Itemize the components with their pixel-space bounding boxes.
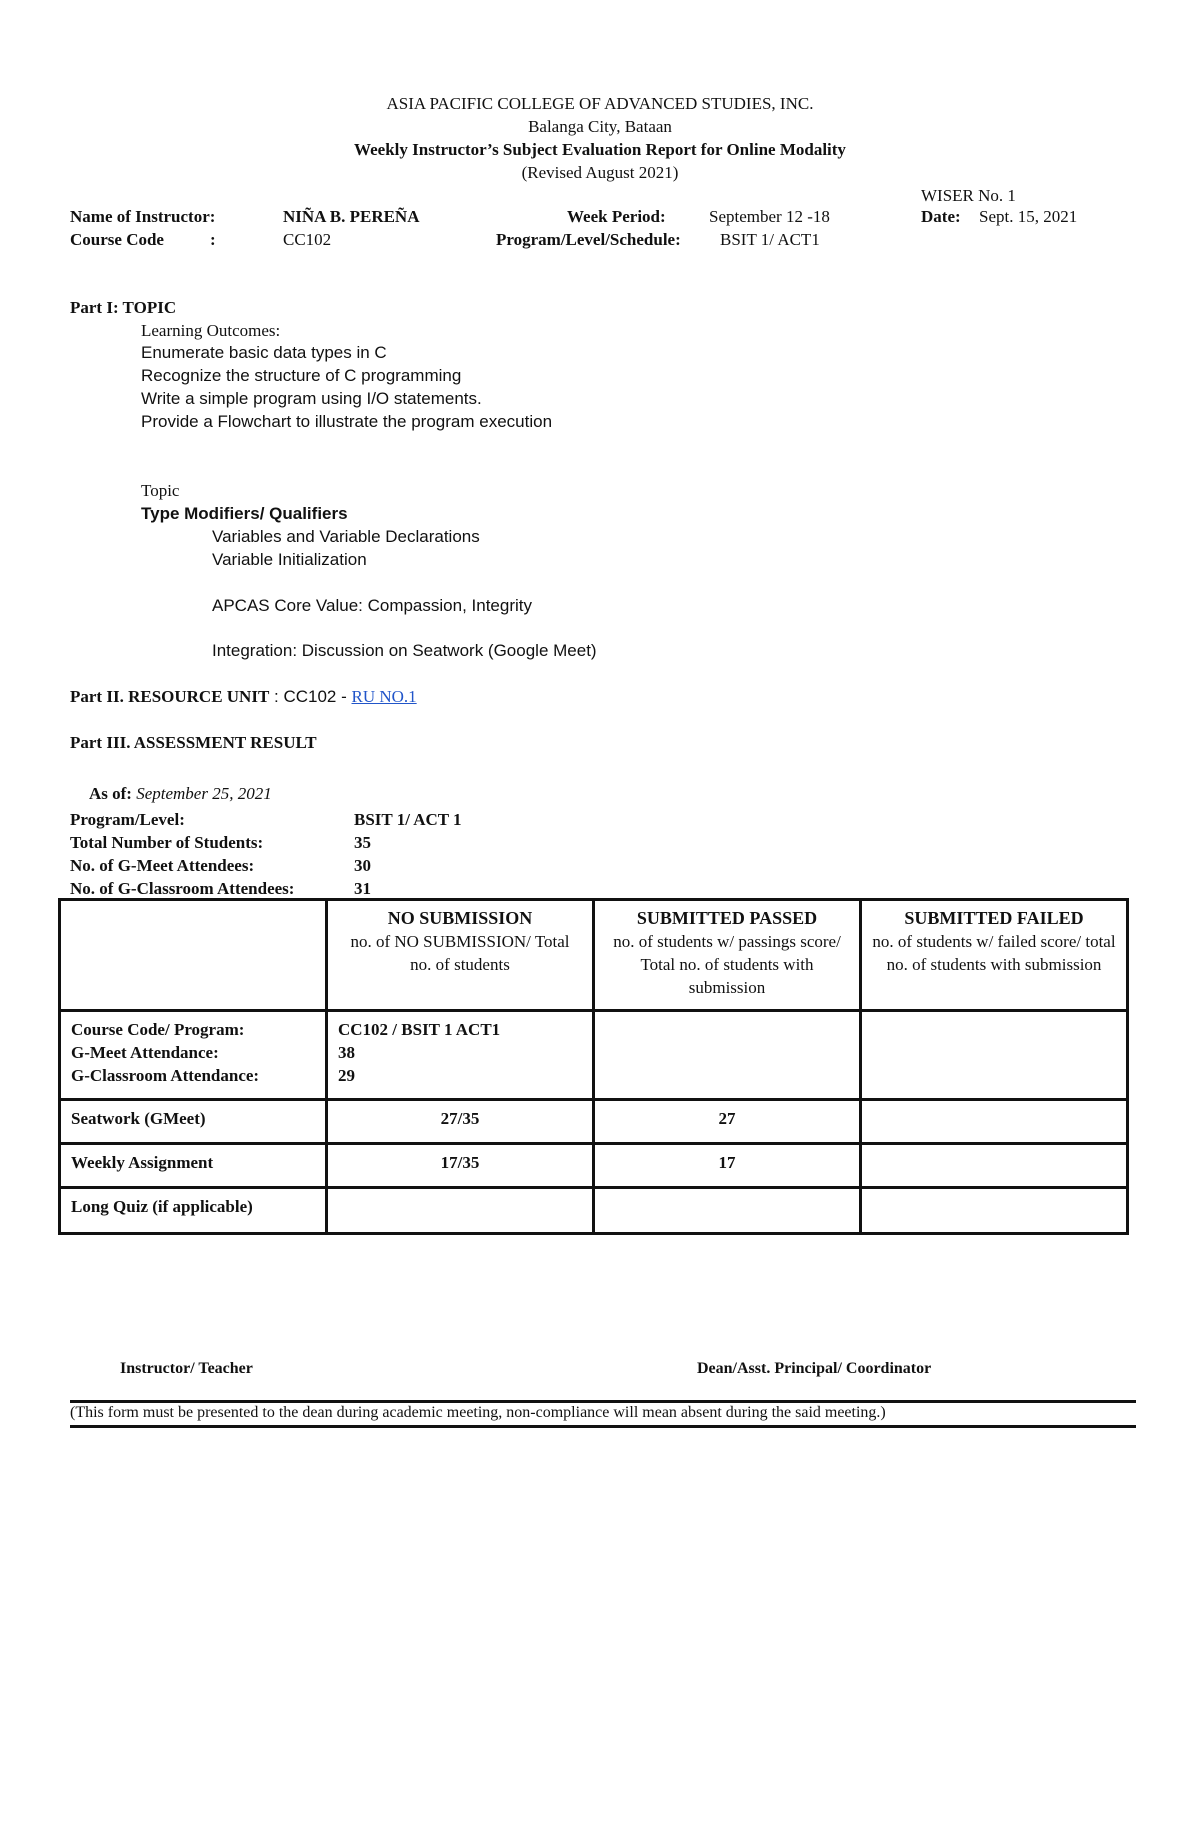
table-cell: 17: [594, 1144, 861, 1188]
row-label: Long Quiz (if applicable): [60, 1188, 327, 1234]
course-code-value: CC102: [283, 230, 332, 249]
summary-label: No. of G-Classroom Attendees:: [70, 879, 295, 898]
summary-value: 31: [354, 879, 371, 898]
footer-rule-top: [70, 1400, 1136, 1403]
column-subtitle: no. of NO SUBMISSION/ Total no. of students: [350, 932, 570, 974]
instructor-value: NIÑA B. PEREÑA: [283, 207, 420, 226]
part3-heading: Part III. ASSESSMENT RESULT: [70, 733, 317, 752]
table-row: [60, 1144, 1128, 1188]
table-header-row: [60, 900, 1128, 1011]
info-values-cell: [327, 1011, 594, 1100]
column-title: SUBMITTED PASSED: [636, 908, 818, 928]
column-title: SUBMITTED FAILED: [904, 908, 1084, 928]
table-row: [60, 1100, 1128, 1144]
table-cell: [594, 1188, 861, 1234]
summary-value: 35: [354, 833, 371, 852]
program-schedule-value: BSIT 1/ ACT1: [720, 230, 820, 249]
table-header-cell: [327, 900, 594, 1011]
table-header-cell: [861, 900, 1128, 1011]
table-row: [60, 1188, 1128, 1234]
as-of-line: [89, 784, 272, 804]
instructor-label: Name of Instructor:: [70, 207, 216, 226]
table-cell: [861, 1100, 1128, 1144]
part2-heading: Part II. RESOURCE UNIT: [70, 687, 270, 706]
info-label: G-Meet Attendance:: [71, 1043, 219, 1062]
dean-signature-label: Dean/Asst. Principal/ Coordinator: [697, 1360, 932, 1377]
table-cell: [861, 1011, 1128, 1100]
table-cell: [594, 1011, 861, 1100]
course-code-colon: :: [210, 230, 216, 249]
info-label: G-Classroom Attendance:: [71, 1066, 260, 1085]
week-period-label: Week Period:: [567, 207, 666, 226]
info-value: 38: [338, 1043, 355, 1062]
instructor-signature-label: Instructor/ Teacher: [120, 1360, 253, 1377]
learning-outcome-item: Provide a Flowchart to illustrate the program execution: [141, 412, 553, 431]
integration: Integration: Discussion on Seatwork (Google Meet): [212, 641, 597, 660]
course-code-label: Course Code: [70, 230, 164, 249]
as-of-label: As of:: [89, 784, 132, 803]
learning-outcome-item: Enumerate basic data types in C: [141, 343, 387, 362]
footer-note: (This form must be presented to the dean during academic meeting, non-compliance will mean absent during the said meeting.): [70, 1404, 886, 1421]
subtopic-item: Variable Initialization: [212, 550, 367, 569]
learning-outcomes-label: Learning Outcomes:: [141, 321, 281, 340]
part2-line: [70, 687, 417, 707]
summary-value: 30: [354, 856, 371, 875]
wiser-number: WISER No. 1: [921, 186, 1016, 205]
core-value: APCAS Core Value: Compassion, Integrity: [212, 596, 532, 615]
part1-heading: Part I: TOPIC: [70, 298, 177, 317]
institution-name: ASIA PACIFIC COLLEGE OF ADVANCED STUDIES, INC.: [386, 94, 814, 113]
revision-note: (Revised August 2021): [521, 163, 679, 182]
column-title: NO SUBMISSION: [387, 908, 533, 928]
table-cell: 27/35: [327, 1100, 594, 1144]
date-value: Sept. 15, 2021: [979, 207, 1078, 226]
date-label: Date:: [921, 207, 961, 226]
info-value: CC102 / BSIT 1 ACT1: [338, 1020, 501, 1039]
table-row: [60, 1011, 1128, 1100]
row-label: Seatwork (GMeet): [60, 1100, 327, 1144]
assessment-table: [58, 898, 1129, 1235]
summary-label: No. of G-Meet Attendees:: [70, 856, 255, 875]
table-cell: 17/35: [327, 1144, 594, 1188]
column-subtitle: no. of students w/ failed score/ total no. of students with submission: [872, 932, 1116, 974]
table-cell: [861, 1144, 1128, 1188]
table-cell: 27: [594, 1100, 861, 1144]
row-label: Weekly Assignment: [60, 1144, 327, 1188]
summary-value: BSIT 1/ ACT 1: [354, 810, 462, 829]
table-cell: [861, 1188, 1128, 1234]
topic-label: Topic: [141, 481, 180, 500]
program-schedule-label: Program/Level/Schedule:: [496, 230, 681, 249]
column-subtitle: no. of students w/ passings score/ Total no. of students with submission: [613, 932, 841, 997]
report-title: Weekly Instructor’s Subject Evaluation Report for Online Modality: [354, 140, 846, 159]
info-label: Course Code/ Program:: [71, 1020, 245, 1039]
week-period-value: September 12 -18: [709, 207, 830, 226]
info-labels-cell: [60, 1011, 327, 1100]
learning-outcome-item: Recognize the structure of C programming: [141, 366, 462, 385]
topic-title: Type Modifiers/ Qualifiers: [141, 504, 348, 523]
as-of-value: September 25, 2021: [136, 784, 272, 803]
resource-unit-link[interactable]: RU NO.1: [351, 687, 417, 706]
footer-rule-bottom: [70, 1425, 1136, 1428]
info-value: 29: [338, 1066, 355, 1085]
table-cell: [327, 1188, 594, 1234]
learning-outcome-item: Write a simple program using I/O statements.: [141, 389, 482, 408]
table-header-empty: [60, 900, 327, 1011]
subtopic-item: Variables and Variable Declarations: [212, 527, 480, 546]
table-header-cell: [594, 900, 861, 1011]
summary-label: Program/Level:: [70, 810, 185, 829]
summary-label: Total Number of Students:: [70, 833, 264, 852]
institution-location: Balanga City, Bataan: [528, 117, 672, 136]
part2-text: : CC102 -: [269, 687, 352, 706]
